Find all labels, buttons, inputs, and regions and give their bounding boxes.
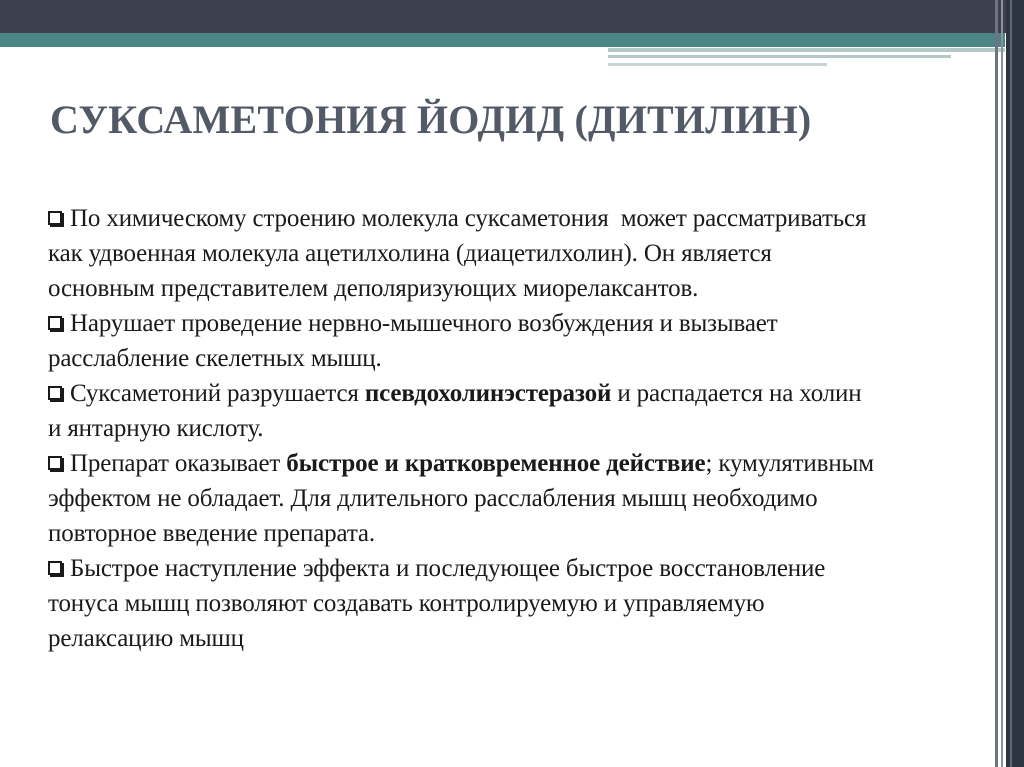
bullet-text: основным представителем деполяризующих миорелаксантов. xyxy=(48,275,699,302)
bullet-list xyxy=(48,201,1008,656)
bullet-line xyxy=(48,481,1008,516)
bullet-item xyxy=(48,306,1008,376)
bullet-text: расслабление скелетных мышц. xyxy=(48,345,382,372)
bullet-line xyxy=(48,201,1008,236)
bullet-line xyxy=(48,236,1008,271)
bold-term: псевдохолинэстеразой xyxy=(364,380,612,407)
bullet-text: Препарат оказывает xyxy=(70,450,287,477)
checkbox-bullet-icon xyxy=(48,456,62,470)
bullet-text: По химическому строению молекула суксаметония может рассматриваться xyxy=(70,205,867,232)
checkbox-bullet-icon xyxy=(48,561,62,575)
bullet-line xyxy=(48,621,1008,656)
bullet-item xyxy=(48,376,1008,446)
bullet-text: Нарушает проведение нервно-мышечного возбуждения и вызывает xyxy=(70,310,778,337)
bullet-line xyxy=(48,376,1008,411)
bullet-line xyxy=(48,446,1008,481)
right-edge-stripe xyxy=(1010,0,1012,767)
bullet-line xyxy=(48,516,1008,551)
bullet-line xyxy=(48,306,1008,341)
bullet-text: тонуса мышц позволяют создавать контролируемую и управляемую xyxy=(48,590,765,617)
bullet-text: и янтарную кислоту. xyxy=(48,415,264,442)
bullet-text: как удвоенная молекула ацетилхолина (диацетилхолин). Он является xyxy=(48,240,772,267)
checkbox-bullet-icon xyxy=(48,316,62,330)
checkbox-bullet-icon xyxy=(48,386,62,400)
bullet-text: эффектом не обладает. Для длительного расслабления мышц необходимо xyxy=(48,485,818,512)
bullet-text: релаксацию мышц xyxy=(48,625,244,652)
bullet-text: Суксаметоний разрушается xyxy=(70,380,365,407)
bullet-line xyxy=(48,411,1008,446)
bold-term: быстрое и кратковременное действие xyxy=(286,450,706,477)
bullet-line xyxy=(48,586,1008,621)
header-teal-band xyxy=(0,33,1005,47)
bullet-text: Быстрое наступление эффекта и последующее быстрое восстановление xyxy=(70,555,826,582)
bullet-text: ; кумулятивным xyxy=(705,450,874,477)
bullet-text: и распадается на холин xyxy=(611,380,862,407)
bullet-item xyxy=(48,446,1008,551)
header-dark-band xyxy=(0,0,1024,33)
checkbox-bullet-icon xyxy=(48,211,62,225)
bullet-item xyxy=(48,551,1008,656)
bullet-line xyxy=(48,551,1008,586)
bullet-line xyxy=(48,271,1008,306)
header-accent-line xyxy=(608,63,827,66)
bullet-item xyxy=(48,201,1008,306)
slide-title: СУКСАМЕТОНИЯ ЙОДИД (ДИТИЛИН) xyxy=(50,97,812,142)
bullet-line xyxy=(48,341,1008,376)
header-accent-line xyxy=(608,55,951,58)
header-accent-line xyxy=(608,48,1005,52)
right-edge-bar xyxy=(1006,0,1024,767)
bullet-text: повторное введение препарата. xyxy=(48,520,375,547)
